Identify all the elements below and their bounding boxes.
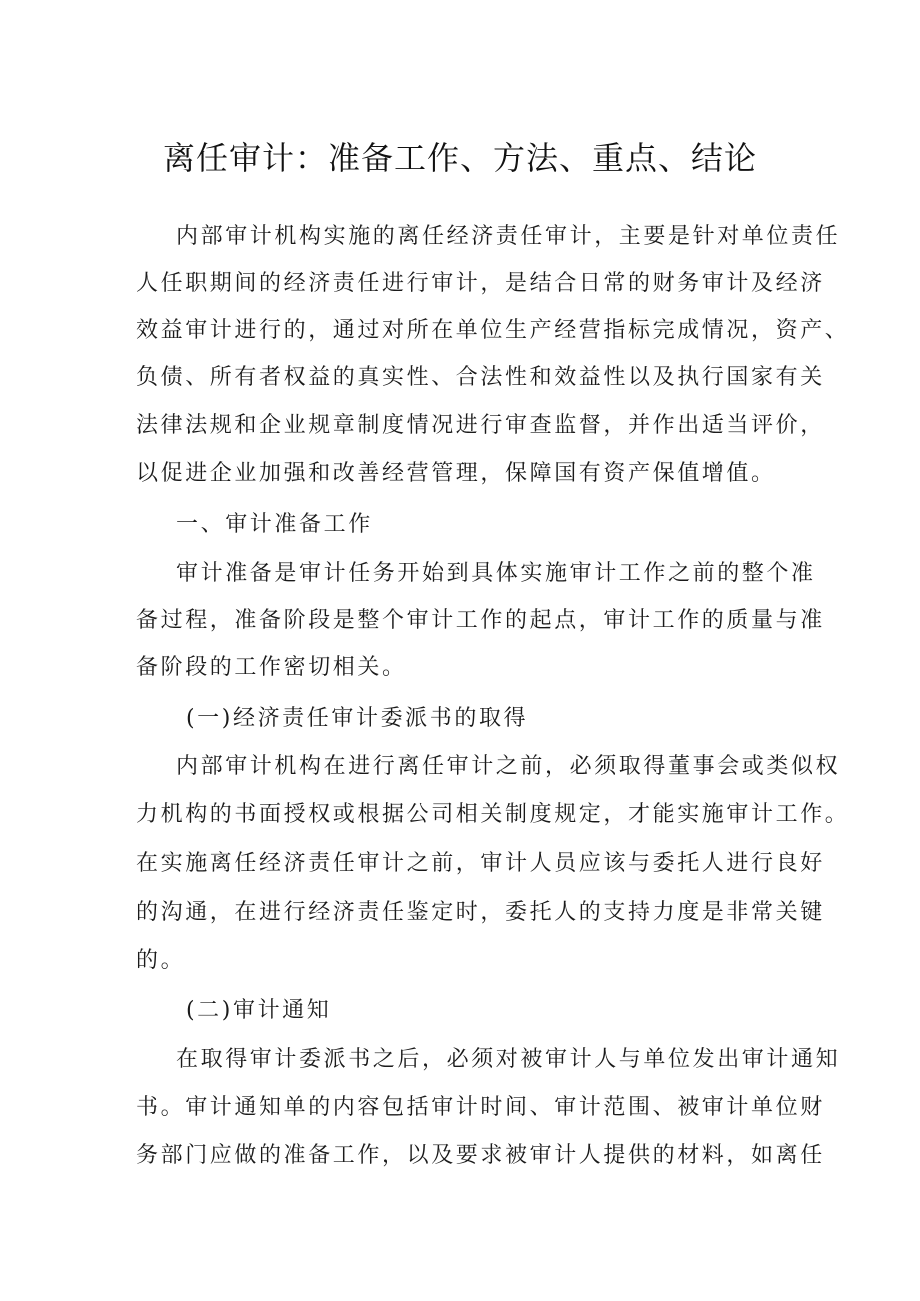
paragraph-line: 法律法规和企业规章制度情况进行审查监督，并作出适当评价， (136, 413, 825, 438)
subsection-heading: (二)审计通知 (186, 998, 332, 1023)
paragraph-line: 的。 (136, 948, 186, 973)
paragraph-line: 以促进企业加强和改善经营管理，保障国有资产保值增值。 (136, 461, 776, 486)
paragraph-line: 的沟通，在进行经济责任鉴定时，委托人的支持力度是非常关键 (136, 900, 825, 925)
paragraph-line: 书。审计通知单的内容包括审计时间、审计范围、被审计单位财 (136, 1095, 825, 1120)
paragraph-line: 人任职期间的经济责任进行审计，是结合日常的财务审计及经济 (136, 271, 825, 296)
paragraph-line: 务部门应做的准备工作，以及要求被审计人提供的材料，如离任 (136, 1143, 825, 1168)
paragraph-line: 负债、所有者权益的真实性、合法性和效益性以及执行国家有关 (136, 365, 825, 390)
subsection-heading: (一)经济责任审计委派书的取得 (186, 706, 529, 731)
paragraph-line: 审计准备是审计任务开始到具体实施审计工作之前的整个准 (176, 561, 816, 586)
paragraph-line: 在实施离任经济责任审计之前，审计人员应该与委托人进行良好 (136, 851, 825, 876)
paragraph-line: 内部审计机构在进行离任审计之前，必须取得董事会或类似权 (176, 754, 841, 779)
paragraph-line: 效益审计进行的，通过对所在单位生产经营指标完成情况，资产、 (136, 318, 850, 343)
paragraph-line: 力机构的书面授权或根据公司相关制度规定，才能实施审计工作。 (136, 802, 850, 827)
paragraph-line: 内部审计机构实施的离任经济责任审计，主要是针对单位责任 (176, 224, 841, 249)
paragraph-line: 备阶段的工作密切相关。 (136, 655, 407, 680)
paragraph-line: 在取得审计委派书之后，必须对被审计人与单位发出审计通知 (176, 1047, 841, 1072)
section-heading: 一、审计准备工作 (176, 512, 373, 537)
paragraph-line: 备过程，准备阶段是整个审计工作的起点，审计工作的质量与准 (136, 608, 825, 633)
document-title: 离任审计：准备工作、方法、重点、结论 (162, 139, 757, 177)
